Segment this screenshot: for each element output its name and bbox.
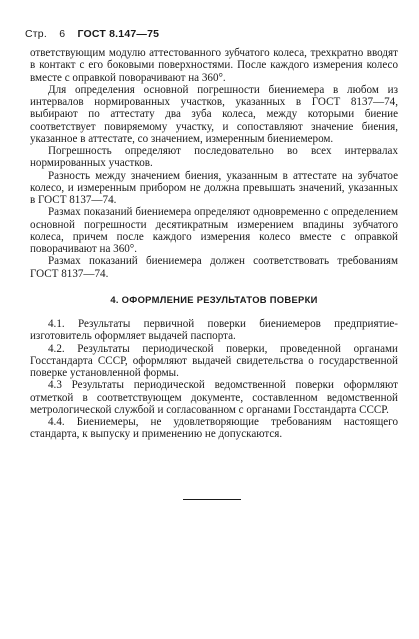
paragraph-difference: Разность между значением биения, указанным в аттестате на зубчатое колесо, и измеренным прибором не должна превышать значений, указанных в ГОСТ 8137—74.: [30, 169, 398, 206]
paragraph-continuation: ответствующим модулю аттестованного зубчатого колеса, трехкратно вводят в контакт с его боковыми поверхностями. После каждого измерения колесо вместе с оправкой поворачивают на 360°.: [30, 47, 398, 84]
document-body: [30, 47, 398, 441]
clause-4-4: 4.4. Биениемеры, не удовлетворяющие требованиям настоящего стандарта, к выпуску и применению не допускаются.: [30, 416, 398, 441]
paragraph-error-intervals: Погрешность определяют последовательно во всех интервалах нормированных участков.: [30, 145, 398, 170]
standard-designation: ГОСТ 8.147—75: [77, 28, 160, 40]
paragraph-range-requirement: Размах показаний биениемера должен соответствовать требованиям ГОСТ 8137—74.: [30, 255, 398, 280]
clause-4-2: 4.2. Результаты периодической поверки, проведенной органами Госстандарта СССР, оформляют выдачей свидетельства о государственной поверке установленной формы.: [30, 342, 398, 379]
paragraph-range-determination: Размах показаний биениемера определяют одновременно с определением основной погрешности десятикратным измерением впадины зубчатого колеса, причем после каждого измерения колесо вместе с оправкой поворачивают на 360°.: [30, 206, 398, 255]
clause-4-3: 4.3 Результаты периодической ведомственной поверки оформляют отметкой в соответствующем документе, составленном ведомственной метрологической службой и согласованном с органами Госстандарта СССР.: [30, 379, 398, 416]
clause-4-1: 4.1. Результаты первичной поверки биениемеров предприятие-изготовитель оформляет выдачей паспорта.: [30, 318, 398, 343]
page-number: 6: [59, 28, 66, 40]
page-header: [25, 28, 159, 40]
page-label: Стр.: [25, 28, 47, 40]
section-heading: 4. ОФОРМЛЕНИЕ РЕЗУЛЬТАТОВ ПОВЕРКИ: [110, 293, 318, 305]
paragraph-main-error: Для определения основной погрешности биениемера в любом из интервалов нормированных участков, указанных в ГОСТ 8137—74, выбирают по аттестату два зуба колеса, между которыми биение соответствует повиряемому участку, и сопоставляют значение биения, указанное в аттестате, со значением, измеренным биениемером.: [30, 83, 398, 145]
end-rule-divider: [183, 499, 241, 500]
